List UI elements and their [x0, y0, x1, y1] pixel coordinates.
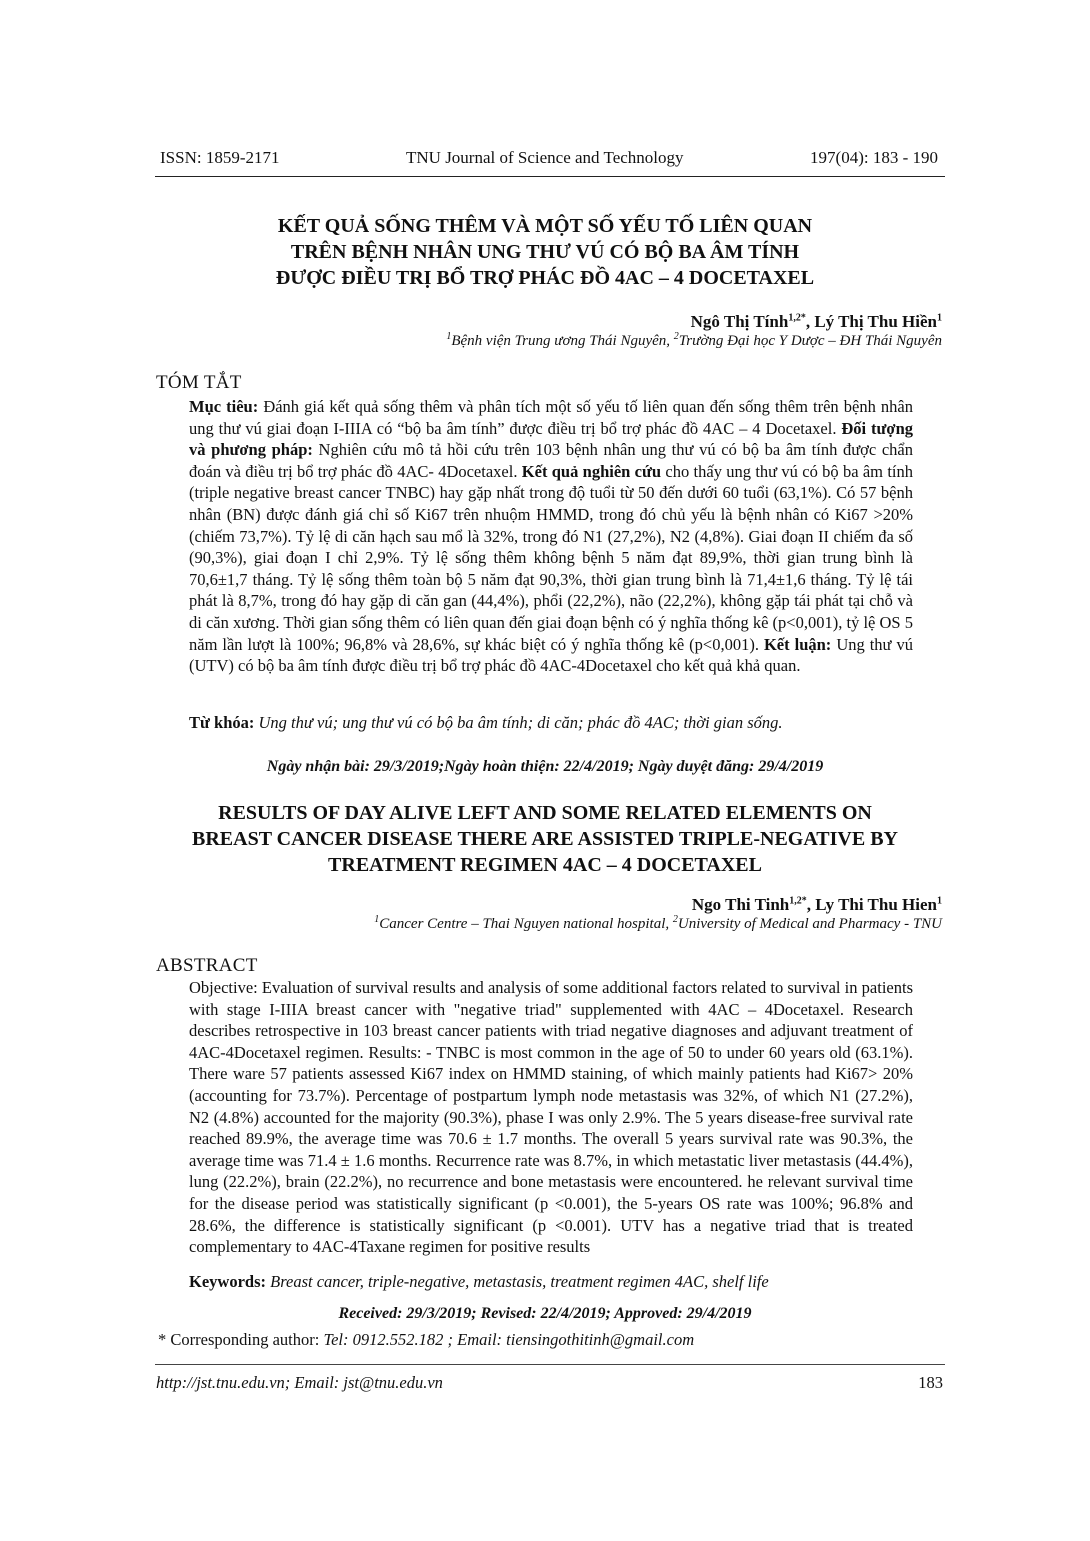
- author-name: Ngo Thi Tinh: [691, 895, 790, 914]
- abstract-english: Objective: Evaluation of survival results and analysis of some additional factors related to survival in patients with stage I-IIIA breast cancer with "negative triad" supplemented with 4AC – 4Docetaxel. Research describes retrospective in 103 breast cancer patients with triad negative diagnoses and adjuvant treatment of 4AC-4Docetaxel regimen. Results: - TNBC is most common in the age of 50 to under 60 years old (63.1%). There ware 57 patients assessed Ki67 index on HMMD staining, of which mainly patients had Ki67> 20% (accounting for 73.7%). Percentage of postpartum lymph node metastasis was 32%, of which N1 (27.2%), N2 (4.8%) accounted for the majority (90.3%), phase I was only 2.9%. The 5 years disease-free survival rate reached 89.9%, the average time was 70.6 ± 1.7 months. The overall 5 years survival rate was 90.3%, the average time was 71.4 ± 1.6 months. Recurrence rate was 8.7%, in which metastatic liver metastasis (44.4%), lung (22.2%), brain (22.2%), no recurrence and bone metastasis were encountered. he relevant survival time for the disease period was statistically significant (p <0.001), the 5-years OS rate was 100%; 96.8% and 28.6%, the difference is statistically significant (p <0.001). UTV has a negative triad that is treated complementary to 4AC-4Taxane regimen for positive results: [189, 978, 913, 1257]
- author-sup: 1: [937, 895, 942, 907]
- author-separator: ,: [806, 895, 816, 914]
- page-number: 183: [918, 1373, 943, 1392]
- affil-sup: 1: [374, 914, 380, 925]
- title-english: [150, 800, 940, 878]
- keywords-text: Breast cancer, triple-negative, metastasis, treatment regimen 4AC, shelf life: [270, 1272, 769, 1291]
- journal-name: TNU Journal of Science and Technology: [406, 148, 684, 167]
- keywords-label: Keywords:: [189, 1272, 271, 1291]
- volume-pages: 197(04): 183 - 190: [810, 148, 938, 167]
- title-line: TREATMENT REGIMEN 4AC – 4 DOCETAXEL: [328, 854, 762, 876]
- issn: ISSN: 1859-2171: [160, 148, 280, 167]
- author-name: Ly Thi Thu Hien: [815, 895, 937, 914]
- title-line: RESULTS OF DAY ALIVE LEFT AND SOME RELATED ELEMENTS ON: [218, 802, 872, 824]
- running-header: [160, 146, 938, 170]
- author-name: Lý Thị Thu Hiền: [814, 312, 937, 331]
- affiliation: University of Medical and Pharmacy - TNU: [677, 916, 942, 932]
- section-heading-tom-tat: TÓM TẮT: [156, 372, 242, 393]
- authors-english: [692, 895, 942, 915]
- section-heading-abstract: ABSTRACT: [156, 955, 258, 976]
- title-vietnamese: [150, 213, 940, 291]
- affil-sup: 1: [446, 331, 452, 342]
- affiliations-vietnamese: [446, 333, 942, 350]
- abstract-heading: Mục tiêu:: [189, 397, 264, 416]
- author-separator: ,: [805, 312, 815, 331]
- corresponding-details: Tel: 0912.552.182 ; Email: tiensingothitinh@gmail.com: [323, 1330, 695, 1349]
- header-rule: [155, 176, 945, 177]
- abstract-vietnamese: [189, 396, 913, 677]
- abstract-heading: Kết luận:: [763, 634, 837, 654]
- affiliations-english: [374, 916, 942, 933]
- corresponding-label: * Corresponding author:: [158, 1330, 324, 1349]
- title-line: TRÊN BỆNH NHÂN UNG THƯ VÚ CÓ BỘ BA ÂM TÍNH: [290, 241, 800, 263]
- author-sup: 1,2*: [789, 895, 807, 907]
- abstract-text: Nghiên cứu mô tả hồi cứu trên 103 bệnh nhân ung thư vú có bộ ba âm tính được chẩn đoán và điều trị bổ trợ phác đồ 4AC- 4Docetaxel.: [189, 440, 914, 481]
- affiliation: Trường Đại học Y Dược – ĐH Thái Nguyên: [678, 333, 942, 349]
- footer-rule: [155, 1364, 945, 1365]
- title-line: KẾT QUẢ SỐNG THÊM VÀ MỘT SỐ YẾU TỐ LIÊN QUAN: [277, 215, 813, 237]
- affil-sup: 2: [672, 914, 678, 925]
- dates-vietnamese: Ngày nhận bài: 29/3/2019;Ngày hoàn thiện: 22/4/2019; Ngày duyệt đăng: 29/4/2019: [266, 758, 824, 775]
- abstract-heading: Đối tượng và phương pháp:: [189, 418, 913, 460]
- affil-sup: 2: [673, 331, 679, 342]
- abstract-text: Ung thư vú (UTV) có bộ ba âm tính được điều trị bổ trợ phác đồ 4AC-4Docetaxel cho kết quả khả quan.: [189, 634, 913, 676]
- corresponding-author: [158, 1330, 694, 1350]
- abstract-heading: Kết quả nghiên cứu: [521, 461, 666, 481]
- page-footer: [156, 1373, 943, 1393]
- authors-vietnamese: [691, 312, 942, 332]
- author-sup: 1,2*: [788, 312, 806, 324]
- dates-english: Received: 29/3/2019; Revised: 22/4/2019; Approved: 29/4/2019: [338, 1305, 752, 1322]
- abstract-text: cho thấy ung thư vú có bộ ba âm tính (triple negative breast cancer TNBC) hay gặp nhất trong độ tuổi từ 50 đến dưới 60 tuổi (63,1%). Có 57 bệnh nhân (BN) được đánh giá chỉ số Ki67 trên nhuộm HMMD, trong đó chủ yếu là bệnh nhân có Ki67 >20% (chiếm 73,7%). Tỷ lệ di căn hạch sau mổ là 32%, trong đó N1 (27,2%), N2 (4,8%). Giai đoạn II chiếm đa số (90,3%), giai đoạn I chỉ 2,9%. Tỷ lệ sống thêm không bệnh 5 năm đạt 89,9%, thời gian trung bình là 70,6±1,7 tháng. Tỷ lệ sống thêm toàn bộ 5 năm đạt 90,3%, thời gian trung bình là 71,4±1,6 tháng. Tỷ lệ tái phát là 8,7%, trong đó hay gặp di căn gan (44,4%), phổi (22,2%), não (22,2%), không gặp tái phát tại chỗ và di căn xương. Thời gian sống thêm có liên quan đến giai đoạn bệnh có ý nghĩa thống kê (p<0,001), tỷ lệ OS 5 năm lần lượt là 100%; 96,8% và 28,6%, sự khác biệt có ý nghĩa thống kê (p<0,001).: [189, 461, 913, 654]
- title-line: BREAST CANCER DISEASE THERE ARE ASSISTED TRIPLE-NEGATIVE BY: [192, 828, 898, 850]
- affiliation: Cancer Centre – Thai Nguyen national hospital,: [379, 916, 673, 932]
- author-sup: 1: [937, 312, 942, 324]
- keywords-vietnamese: [189, 713, 929, 733]
- keywords-english: [189, 1272, 929, 1292]
- footer-url: http://jst.tnu.edu.vn; Email: jst@tnu.edu.vn: [156, 1373, 443, 1392]
- affiliation: Bệnh viện Trung ương Thái Nguyên,: [451, 333, 674, 349]
- author-name: Ngô Thị Tính: [690, 312, 789, 331]
- abstract-text: Đánh giá kết quả sống thêm và phân tích một số yếu tố liên quan đến sống thêm trên bệnh nhân ung thư vú giai đoạn I-IIIA có “bộ ba âm tính” được điều trị bổ trợ phác đồ 4AC – 4 Docetaxel.: [189, 397, 913, 438]
- title-line: ĐƯỢC ĐIỀU TRỊ BỔ TRỢ PHÁC ĐỒ 4AC – 4 DOCETAXEL: [275, 267, 815, 289]
- keywords-text: Ung thư vú; ung thư vú có bộ ba âm tính; di căn; phác đồ 4AC; thời gian sống.: [258, 713, 783, 732]
- keywords-label: Từ khóa:: [189, 713, 259, 732]
